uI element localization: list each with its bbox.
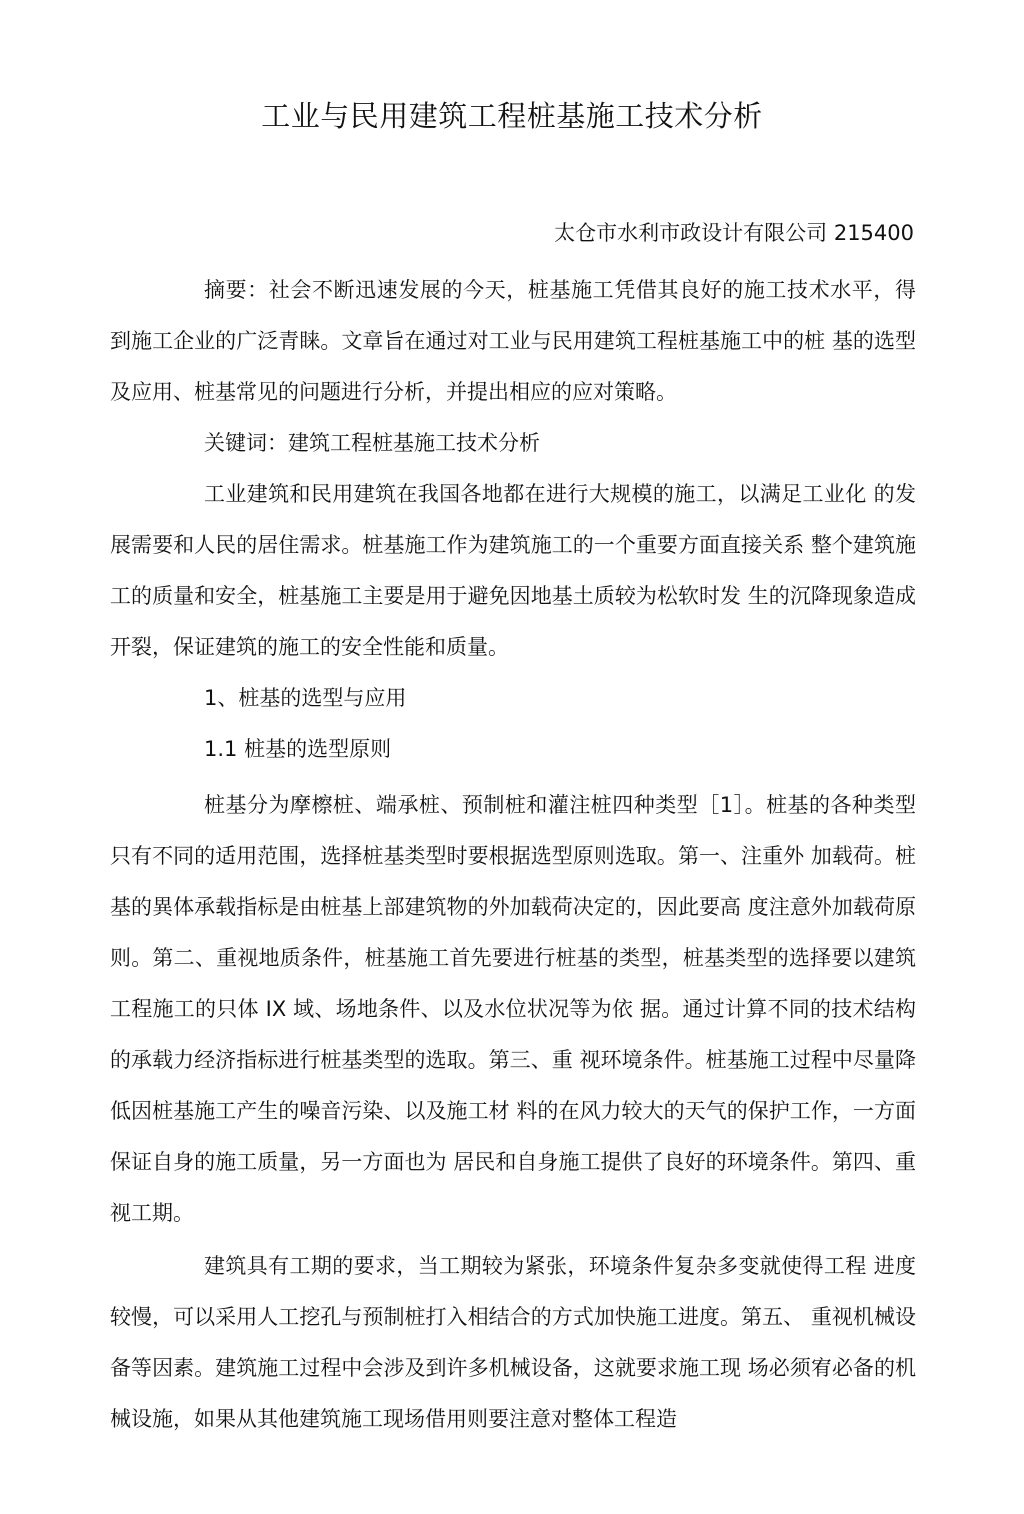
- intro-paragraph: 工业建筑和民用建筑在我国各地都在进行大规模的施工，以满足工业化 的发展需要和人民的居住需求。桩基施工作为建筑施工的一个重要方面直接关系 整个建筑施工的质量和安全，桩基施工主要是用于避免因地基土质较为松软时发 生的沉降现象造成开裂，保证建筑的施工的安全性能和质量。: [110, 482, 916, 659]
- author-affiliation: 太仓市水利市政设计有限公司 215400: [554, 221, 914, 245]
- abstract-paragraph: 摘要：社会不断迅速发展的今天，桩基施工凭借其良好的施工技术水平，得到施工企业的广泛青睐。文章旨在通过对工业与民用建筑工程桩基施工中的桩 基的选型及应用、桩基常见的问题进行分析，并提出相应的应对策略。: [110, 278, 916, 404]
- abstract-section: [110, 265, 916, 775]
- body-section: [110, 780, 916, 1445]
- section-1-1-heading: 1.1 桩基的选型原则: [204, 737, 392, 761]
- document-title: 工业与民用建筑工程桩基施工技术分析: [261, 99, 763, 133]
- body-paragraph: 桩基分为摩檫桩、端承桩、预制桩和灌注桩四种类型［1］。桩基的各种类型只有不同的适用范围，选择桩基类型时要根据选型原则选取。第一、注重外 加载荷。桩基的異体承载指标是由桩基上部建筑物的外加载荷决定的，因此要高 度注意外加载荷原则。第二、重视地质条件，桩基施工首先要进行桩基的类型，桩基类型的选择要以建筑工程施工的只体 IX 域、场地条件、以及水位状况等为依 据。通过计算不同的技术结构的承载力经济指标进行桩基类型的选取。第三、重 视环境条件。桩基施工过程中尽量降低因桩基施工产生的噪音污染、以及施工材 料的在风力较大的天气的保护工作，一方面保证自身的施工质量，另一方面也为 居民和自身施工提供了良好的环境条件。第四、重视工期。: [110, 793, 916, 1225]
- body-paragraph: 建筑具有工期的要求，当工期较为紧张，环境条件复杂多变就使得工程 进度较慢，可以采用人工挖孔与预制桩打入相结合的方式加快施工进度。第五、 重视机械设备等因素。建筑施工过程中会涉及到许多机械设备，这就要求施工现 场必须宥必备的机械设施，如果从其他建筑施工现场借用则要注意对整体工程造: [110, 1254, 916, 1431]
- section-1-heading: 1、桩基的选型与应用: [204, 686, 407, 710]
- keywords-line: 关键词：建筑工程桩基施工技术分析: [204, 431, 540, 455]
